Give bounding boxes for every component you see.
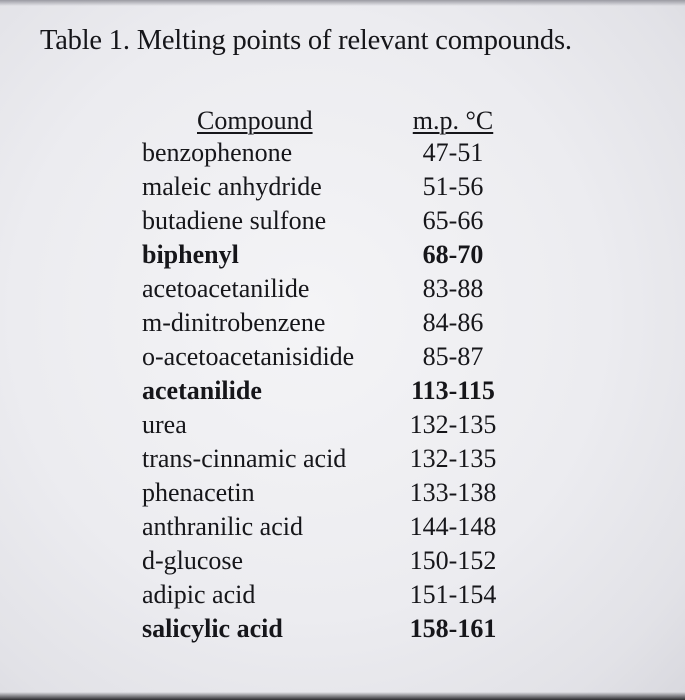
table-row — [142, 340, 522, 374]
compound-name: phenacetin — [142, 478, 255, 507]
melting-point-value: 83-88 — [422, 274, 484, 303]
melting-point-value: 132-135 — [409, 444, 497, 473]
compound-name: urea — [142, 410, 187, 439]
table-row — [142, 612, 522, 646]
compound-name: adipic acid — [142, 580, 256, 609]
header-compound: Compound — [197, 106, 313, 135]
compound-name: salicylic acid — [142, 614, 283, 643]
melting-point-value: 158-161 — [409, 614, 497, 643]
table-row — [142, 578, 522, 612]
melting-point-value: 151-154 — [409, 580, 497, 609]
photo-bottom-edge — [0, 692, 685, 700]
melting-point-value: 144-148 — [409, 512, 497, 541]
compound-name: anthranilic acid — [142, 512, 303, 541]
compound-name: biphenyl — [142, 240, 239, 269]
melting-point-value: 65-66 — [422, 206, 484, 235]
table-row — [142, 136, 522, 170]
header-melting-point: m.p. °C — [412, 106, 494, 135]
compound-name: acetoacetanilide — [142, 274, 310, 303]
table-row — [142, 238, 522, 272]
table-body — [142, 136, 522, 646]
melting-point-value: 68-70 — [422, 240, 484, 269]
melting-point-value: 85-87 — [422, 342, 484, 371]
compound-name: benzophenone — [142, 138, 293, 167]
compound-name: o-acetoacetanisidide — [142, 342, 355, 371]
compound-name: d-glucose — [142, 546, 244, 575]
compound-name: trans-cinnamic acid — [142, 444, 347, 473]
table-row — [142, 204, 522, 238]
table-caption: Table 1. Melting points of relevant compounds. — [40, 25, 572, 56]
melting-point-value: 51-56 — [422, 172, 484, 201]
melting-point-value: 132-135 — [409, 410, 497, 439]
table-row — [142, 544, 522, 578]
table-row — [142, 170, 522, 204]
melting-point-value: 47-51 — [422, 138, 484, 167]
table-row — [142, 374, 522, 408]
melting-point-value: 84-86 — [422, 308, 484, 337]
table-row — [142, 476, 522, 510]
compound-name: maleic anhydride — [142, 172, 322, 201]
melting-point-table — [142, 104, 522, 646]
photo-top-edge — [0, 0, 685, 6]
table-row — [142, 442, 522, 476]
melting-point-value: 150-152 — [409, 546, 497, 575]
table-row — [142, 408, 522, 442]
table-header-row — [142, 104, 522, 136]
melting-point-value: 113-115 — [411, 376, 495, 405]
table-row — [142, 306, 522, 340]
compound-name: butadiene sulfone — [142, 206, 327, 235]
compound-name: m-dinitrobenzene — [142, 308, 326, 337]
compound-name: acetanilide — [142, 376, 262, 405]
table-row — [142, 272, 522, 306]
table-row — [142, 510, 522, 544]
melting-point-value: 133-138 — [409, 478, 497, 507]
